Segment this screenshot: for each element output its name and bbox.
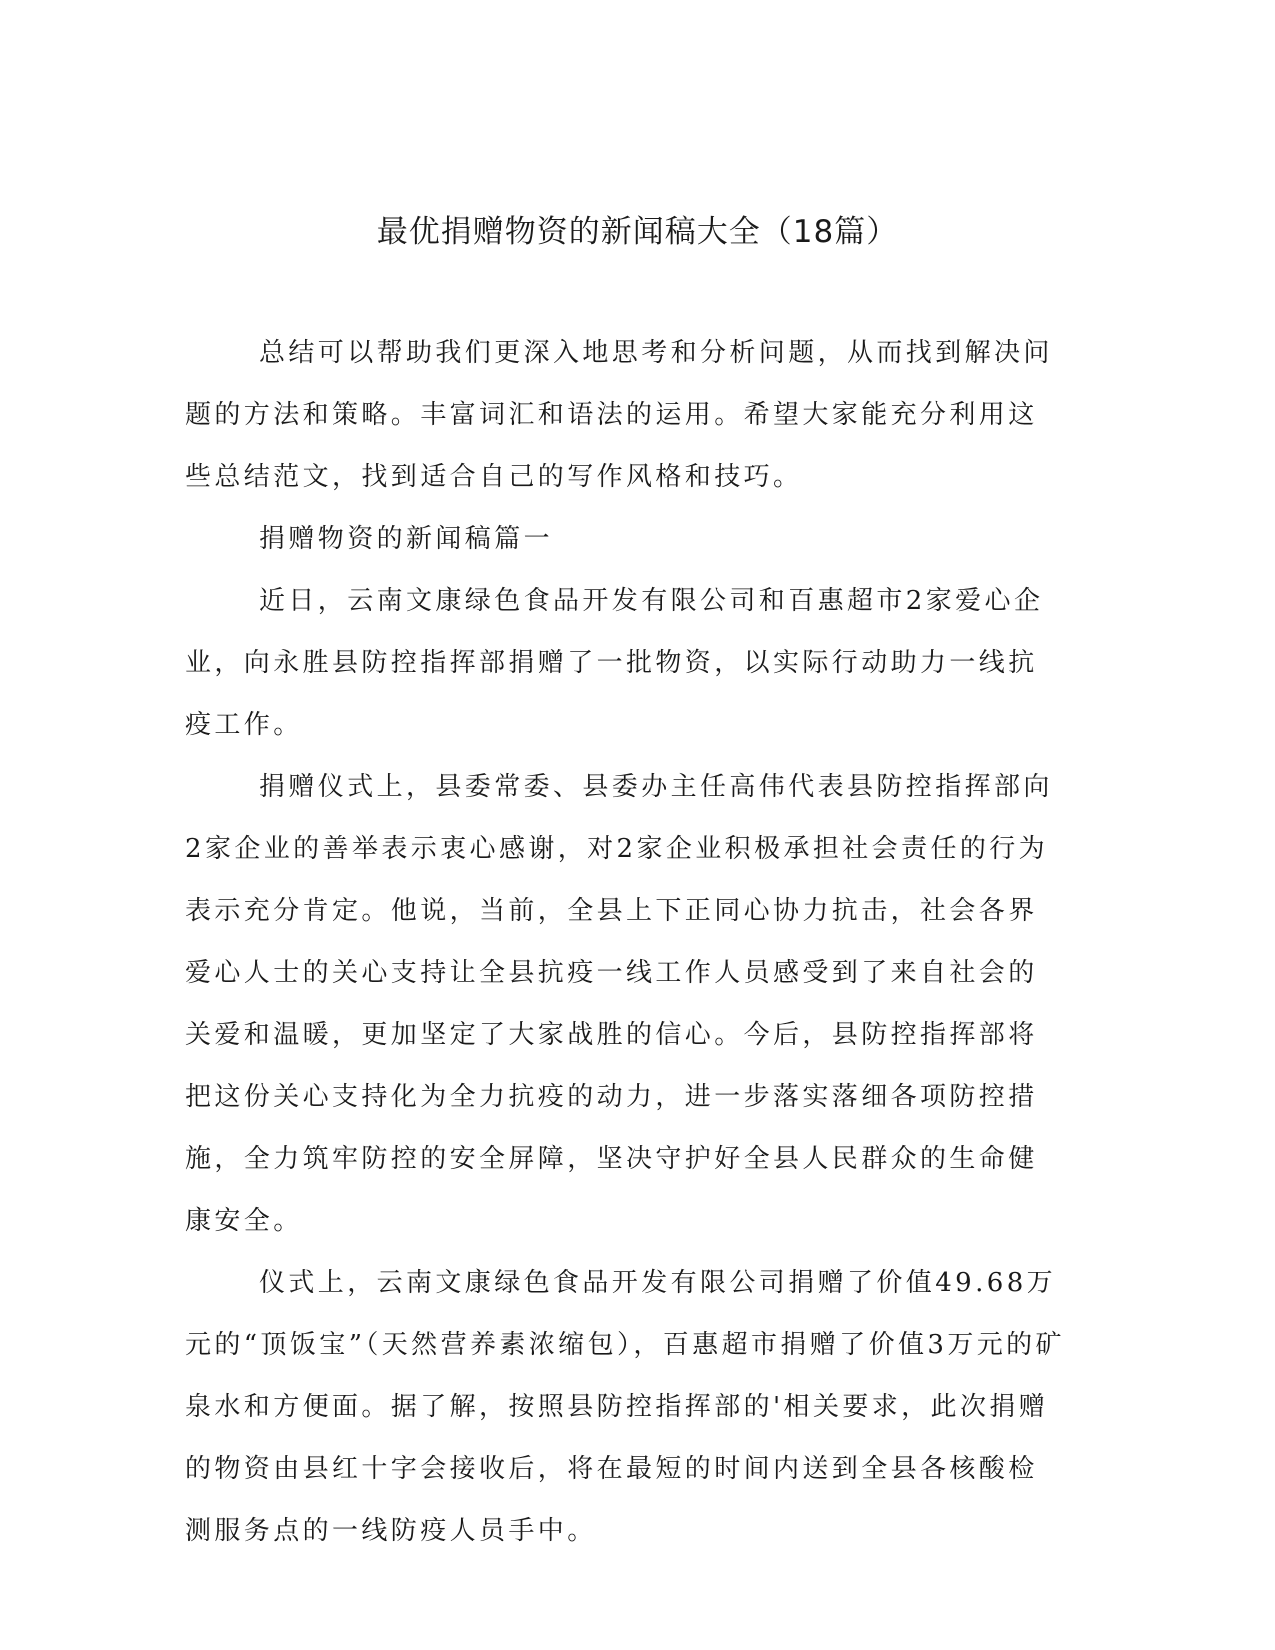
body-paragraph-3: 仪式上，云南文康绿色食品开发有限公司捐赠了价值49.68万元的“顶饭宝”（天然营养素浓缩包），百惠超市捐赠了价值3万元的矿泉水和方便面。据了解，按照县防控指挥部的'相关要求，此次捐赠的物资由县红十字会接收后，将在最短的时间内送到全县各核酸检测服务点的一线防疫人员手中。 [185,1268,1065,1546]
section-heading: 捐赠物资的新闻稿篇一 [259,524,554,554]
document-title: 最优捐赠物资的新闻稿大全（18篇） [376,214,899,250]
body-paragraph-1: 近日，云南文康绿色食品开发有限公司和百惠超市2家爱心企业，向永胜县防控指挥部捐赠了一批物资，以实际行动助力一线抗疫工作。 [185,586,1044,740]
document-body [185,322,1065,1562]
intro-paragraph: 总结可以帮助我们更深入地思考和分析问题，从而找到解决问题的方法和策略。丰富词汇和语法的运用。希望大家能充分利用这些总结范文，找到适合自己的写作风格和技巧。 [185,338,1053,492]
body-paragraph-2: 捐赠仪式上，县委常委、县委办主任高伟代表县防控指挥部向2家企业的善举表示衷心感谢，对2家企业积极承担社会责任的行为表示充分肯定。他说，当前，全县上下正同心协力抗击，社会各界爱心人士的关心支持让全县抗疫一线工作人员感受到了来自社会的关爱和温暖，更加坚定了大家战胜的信心。今后，县防控指挥部将把这份关心支持化为全力抗疫的动力，进一步落实落细各项防控措施，全力筑牢防控的安全屏障，坚决守护好全县人民群众的生命健康安全。 [185,772,1053,1236]
